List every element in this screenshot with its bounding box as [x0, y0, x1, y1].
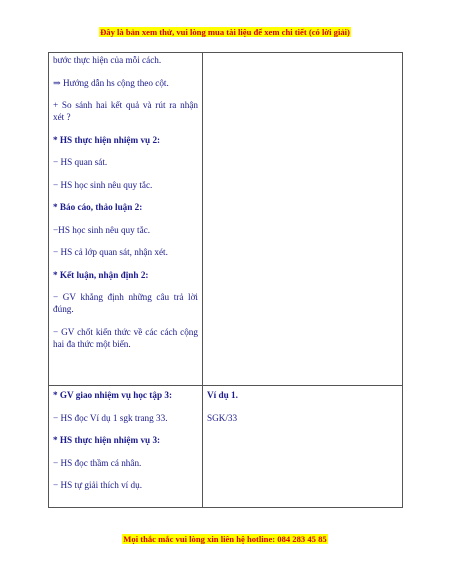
example-reference: SGK/33 — [207, 412, 238, 423]
text-line: bước thực hiện của mỗi cách. — [53, 55, 162, 65]
text-line: + So sánh hai kết quả và rút ra nhận xét ? — [53, 100, 198, 122]
activity-cell — [49, 386, 203, 508]
text-line: − GV khẳng định những câu trả lời đúng. — [53, 292, 198, 314]
hotline-notice-banner — [0, 534, 450, 544]
table-row — [49, 386, 403, 508]
content-cell — [203, 53, 403, 386]
section-heading: * Báo cáo, thảo luận 2: — [53, 202, 143, 212]
preview-notice-text: Đây là bản xem thử, vui lòng mua tài liệu để xem chi tiết (có lời giải) — [100, 27, 350, 37]
text-line: ⇒ Hướng dẫn hs cộng theo cột. — [53, 77, 169, 88]
text-line: − HS đọc Ví dụ 1 sgk trang 33. — [53, 412, 168, 423]
text-line: − HS tự giải thích ví dụ. — [53, 480, 143, 490]
section-heading: * HS thực hiện nhiệm vụ 3: — [53, 435, 161, 445]
text-line: − HS cả lớp quan sát, nhận xét. — [53, 247, 168, 257]
table-row — [49, 53, 403, 386]
activity-cell — [49, 53, 203, 386]
section-heading: * Kết luận, nhận định 2: — [53, 269, 149, 280]
section-heading: * HS thực hiện nhiệm vụ 2: — [53, 134, 161, 145]
text-line: − GV chốt kiến thức về các cách cộng hai đa thức một biến. — [53, 326, 198, 349]
section-heading: * GV giao nhiệm vụ học tập 3: — [53, 390, 173, 400]
content-cell — [203, 386, 403, 508]
example-title: Ví dụ 1. — [207, 390, 238, 400]
lesson-table — [48, 52, 403, 508]
hotline-notice-text: Mọi thắc mắc vui lòng xin liên hệ hotline: 084 283 45 85 — [123, 534, 327, 544]
text-line: − HS học sinh nêu quy tắc. — [53, 179, 153, 190]
text-line: −HS học sinh nêu quy tắc. — [53, 224, 151, 235]
text-line: − HS quan sát. — [53, 157, 108, 167]
preview-notice-banner — [0, 27, 450, 37]
text-line: − HS đọc thầm cá nhân. — [53, 457, 142, 468]
